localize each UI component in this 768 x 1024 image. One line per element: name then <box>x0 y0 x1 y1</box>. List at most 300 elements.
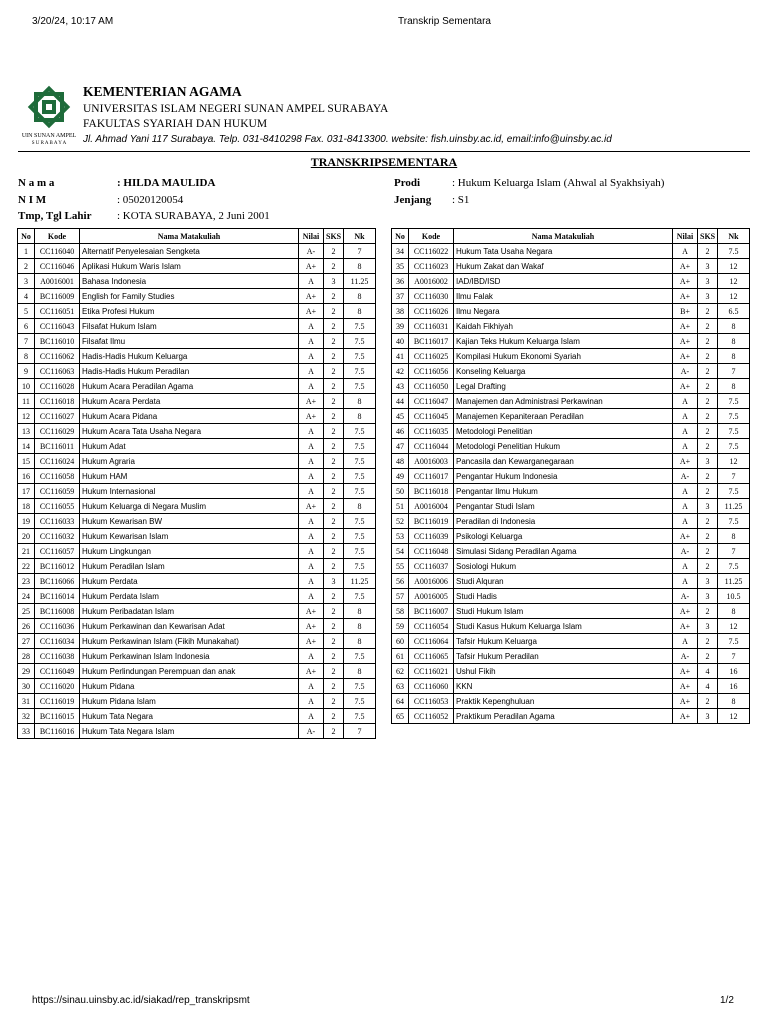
course-credits: 2 <box>324 559 344 574</box>
course-no: 41 <box>392 349 409 364</box>
nim-label: N I M <box>18 194 47 206</box>
course-weight: 8 <box>718 694 750 709</box>
course-no: 2 <box>18 259 35 274</box>
table-row <box>392 244 750 259</box>
course-grade: A+ <box>299 259 324 274</box>
table-row <box>392 529 750 544</box>
col-kode: Kode <box>35 229 80 244</box>
table-row <box>392 649 750 664</box>
course-credits: 2 <box>324 709 344 724</box>
table-row <box>18 334 376 349</box>
table-row <box>392 379 750 394</box>
course-name: Filsafat Ilmu <box>80 334 299 349</box>
course-name: Praktikum Peradilan Agama <box>454 709 673 724</box>
course-name: Hukum Pidana Islam <box>80 694 299 709</box>
course-code: BC116008 <box>35 604 80 619</box>
grades-body-right <box>392 244 750 724</box>
course-credits: 2 <box>324 664 344 679</box>
course-credits: 2 <box>698 424 718 439</box>
course-credits: 2 <box>698 244 718 259</box>
course-grade: A <box>299 349 324 364</box>
course-weight: 8 <box>718 319 750 334</box>
table-row <box>18 304 376 319</box>
table-row <box>392 289 750 304</box>
course-code: CC116036 <box>35 619 80 634</box>
course-name: Hukum Perkawinan Islam Indonesia <box>80 649 299 664</box>
course-code: CC116028 <box>35 379 80 394</box>
course-credits: 2 <box>324 694 344 709</box>
table-row <box>18 439 376 454</box>
course-no: 62 <box>392 664 409 679</box>
course-name: Hukum Acara Peradilan Agama <box>80 379 299 394</box>
course-name: Hukum Tata Negara Islam <box>80 724 299 739</box>
course-code: CC116037 <box>409 559 454 574</box>
course-credits: 2 <box>698 604 718 619</box>
course-credits: 2 <box>698 349 718 364</box>
table-row <box>18 694 376 709</box>
table-row <box>392 574 750 589</box>
course-name: Hukum Lingkungan <box>80 544 299 559</box>
course-code: CC116025 <box>409 349 454 364</box>
course-code: CC116022 <box>409 244 454 259</box>
course-code: BC116015 <box>35 709 80 724</box>
course-name: Hukum Tata Negara <box>80 709 299 724</box>
course-weight: 7.5 <box>344 694 376 709</box>
course-credits: 2 <box>324 529 344 544</box>
course-weight: 7.5 <box>344 679 376 694</box>
course-grade: A+ <box>299 409 324 424</box>
course-no: 61 <box>392 649 409 664</box>
name-label: N a m a <box>18 177 55 189</box>
table-row <box>18 289 376 304</box>
course-no: 39 <box>392 319 409 334</box>
course-code: CC116018 <box>35 394 80 409</box>
course-credits: 2 <box>324 469 344 484</box>
course-no: 55 <box>392 559 409 574</box>
grades-body-left <box>18 244 376 739</box>
course-weight: 7.5 <box>718 559 750 574</box>
course-grade: A+ <box>673 349 698 364</box>
course-code: CC116039 <box>409 529 454 544</box>
course-credits: 2 <box>698 649 718 664</box>
table-row <box>18 499 376 514</box>
course-name: Peradilan di Indonesia <box>454 514 673 529</box>
course-name: English for Family Studies <box>80 289 299 304</box>
course-credits: 2 <box>698 394 718 409</box>
table-row <box>18 709 376 724</box>
table-row <box>18 619 376 634</box>
print-page-title: Transkrip Sementara <box>398 16 491 27</box>
course-name: Studi Kasus Hukum Keluarga Islam <box>454 619 673 634</box>
course-code: A0016003 <box>409 454 454 469</box>
student-prodi: : Hukum Keluarga Islam (Ahwal al Syakhsiyah) <box>452 177 665 189</box>
course-credits: 3 <box>324 574 344 589</box>
course-credits: 2 <box>324 289 344 304</box>
course-weight: 8 <box>718 529 750 544</box>
course-code: CC116030 <box>409 289 454 304</box>
course-name: Hukum Acara Pidana <box>80 409 299 424</box>
course-grade: A <box>299 334 324 349</box>
course-name: Studi Hukum Islam <box>454 604 673 619</box>
col-nama: Nama Matakuliah <box>80 229 299 244</box>
course-code: CC116043 <box>35 319 80 334</box>
course-name: Hukum Acara Perdata <box>80 394 299 409</box>
course-grade: A <box>299 454 324 469</box>
student-name: : HILDA MAULIDA <box>117 177 216 189</box>
table-row <box>392 709 750 724</box>
course-credits: 2 <box>324 484 344 499</box>
course-grade: A <box>673 574 698 589</box>
course-credits: 3 <box>698 274 718 289</box>
course-grade: A <box>673 409 698 424</box>
course-code: CC116057 <box>35 544 80 559</box>
course-grade: A <box>299 574 324 589</box>
course-grade: A- <box>673 364 698 379</box>
course-code: CC116048 <box>409 544 454 559</box>
course-code: CC116050 <box>409 379 454 394</box>
course-code: CC116065 <box>409 649 454 664</box>
ministry-name: KEMENTERIAN AGAMA <box>83 84 242 99</box>
course-code: CC116064 <box>409 634 454 649</box>
course-name: Hukum Perlindungan Perempuan dan anak <box>80 664 299 679</box>
course-grade: A+ <box>673 334 698 349</box>
course-code: CC116031 <box>409 319 454 334</box>
course-credits: 2 <box>324 319 344 334</box>
course-grade: A- <box>673 544 698 559</box>
course-weight: 8 <box>718 334 750 349</box>
course-grade: A <box>299 649 324 664</box>
course-name: Legal Drafting <box>454 379 673 394</box>
table-row <box>18 454 376 469</box>
col-no: No <box>392 229 409 244</box>
course-grade: A- <box>673 589 698 604</box>
course-code: A0016004 <box>409 499 454 514</box>
course-weight: 7 <box>718 469 750 484</box>
course-no: 17 <box>18 484 35 499</box>
course-credits: 3 <box>698 709 718 724</box>
course-code: CC116045 <box>409 409 454 424</box>
course-grade: A <box>299 679 324 694</box>
course-weight: 12 <box>718 619 750 634</box>
course-name: KKN <box>454 679 673 694</box>
table-row <box>392 469 750 484</box>
course-name: Hukum Kewarisan Islam <box>80 529 299 544</box>
faculty-name: FAKULTAS SYARIAH DAN HUKUM <box>83 118 268 130</box>
course-name: Hukum Peradilan Islam <box>80 559 299 574</box>
course-credits: 2 <box>698 559 718 574</box>
course-code: CC116044 <box>409 439 454 454</box>
header-divider <box>18 151 750 152</box>
course-no: 3 <box>18 274 35 289</box>
course-no: 18 <box>18 499 35 514</box>
course-weight: 7.5 <box>718 394 750 409</box>
course-no: 46 <box>392 424 409 439</box>
student-nim: : 05020120054 <box>117 194 184 206</box>
course-weight: 12 <box>718 259 750 274</box>
course-grade: A <box>299 469 324 484</box>
table-row <box>18 259 376 274</box>
course-weight: 7.5 <box>344 439 376 454</box>
course-weight: 11.25 <box>718 574 750 589</box>
course-credits: 2 <box>698 439 718 454</box>
table-row <box>18 589 376 604</box>
table-row <box>392 409 750 424</box>
course-name: Hukum Acara Tata Usaha Negara <box>80 424 299 439</box>
course-no: 9 <box>18 364 35 379</box>
course-grade: A+ <box>673 619 698 634</box>
table-row <box>18 544 376 559</box>
table-row <box>392 259 750 274</box>
table-row <box>18 604 376 619</box>
col-nama: Nama Matakuliah <box>454 229 673 244</box>
course-grade: A+ <box>299 394 324 409</box>
course-no: 33 <box>18 724 35 739</box>
course-no: 20 <box>18 529 35 544</box>
table-row <box>392 394 750 409</box>
course-code: CC116058 <box>35 469 80 484</box>
course-code: CC116023 <box>409 259 454 274</box>
course-no: 6 <box>18 319 35 334</box>
course-grade: A <box>673 484 698 499</box>
col-kode: Kode <box>409 229 454 244</box>
course-weight: 7 <box>718 649 750 664</box>
col-sks: SKS <box>698 229 718 244</box>
course-code: CC116049 <box>35 664 80 679</box>
course-grade: A+ <box>673 319 698 334</box>
course-weight: 12 <box>718 709 750 724</box>
course-weight: 8 <box>344 289 376 304</box>
course-weight: 10.5 <box>718 589 750 604</box>
course-no: 43 <box>392 379 409 394</box>
course-grade: A+ <box>673 709 698 724</box>
table-row <box>18 574 376 589</box>
course-grade: A+ <box>673 694 698 709</box>
course-weight: 7.5 <box>344 469 376 484</box>
course-name: Alternatif Penyelesaian Sengketa <box>80 244 299 259</box>
course-code: BC116017 <box>409 334 454 349</box>
course-code: CC116052 <box>409 709 454 724</box>
table-row <box>392 499 750 514</box>
course-code: CC116054 <box>409 619 454 634</box>
course-code: CC116019 <box>35 694 80 709</box>
course-grade: B+ <box>673 304 698 319</box>
course-credits: 2 <box>698 334 718 349</box>
table-row <box>18 469 376 484</box>
course-code: CC116020 <box>35 679 80 694</box>
course-credits: 2 <box>698 304 718 319</box>
course-code: BC116011 <box>35 439 80 454</box>
course-code: CC116021 <box>409 664 454 679</box>
course-code: CC116035 <box>409 424 454 439</box>
course-code: BC116009 <box>35 289 80 304</box>
course-code: BC116014 <box>35 589 80 604</box>
course-name: Psikologi Keluarga <box>454 529 673 544</box>
course-name: Hukum Internasional <box>80 484 299 499</box>
course-credits: 2 <box>324 244 344 259</box>
course-no: 16 <box>18 469 35 484</box>
course-no: 25 <box>18 604 35 619</box>
course-name: Simulasi Sidang Peradilan Agama <box>454 544 673 559</box>
course-no: 30 <box>18 679 35 694</box>
table-row <box>18 319 376 334</box>
course-weight: 7 <box>718 544 750 559</box>
course-code: BC116018 <box>409 484 454 499</box>
table-row <box>392 424 750 439</box>
table-row <box>392 544 750 559</box>
table-row <box>18 349 376 364</box>
course-code: BC116010 <box>35 334 80 349</box>
course-code: A0016002 <box>409 274 454 289</box>
course-weight: 7.5 <box>344 514 376 529</box>
jenjang-label: Jenjang <box>394 194 432 206</box>
course-no: 5 <box>18 304 35 319</box>
table-row <box>392 514 750 529</box>
course-no: 51 <box>392 499 409 514</box>
course-credits: 2 <box>698 514 718 529</box>
table-row <box>392 664 750 679</box>
table-row <box>18 514 376 529</box>
course-grade: A <box>299 544 324 559</box>
table-row <box>18 484 376 499</box>
col-no: No <box>18 229 35 244</box>
course-weight: 7 <box>718 364 750 379</box>
course-no: 48 <box>392 454 409 469</box>
course-grade: A+ <box>673 454 698 469</box>
course-no: 59 <box>392 619 409 634</box>
course-credits: 2 <box>698 484 718 499</box>
course-credits: 2 <box>698 529 718 544</box>
course-code: CC116055 <box>35 499 80 514</box>
course-weight: 7.5 <box>344 559 376 574</box>
table-row <box>392 484 750 499</box>
course-credits: 2 <box>324 679 344 694</box>
course-weight: 7.5 <box>718 514 750 529</box>
course-weight: 7 <box>344 724 376 739</box>
logo-text-line2: S U R A B A Y A <box>31 141 67 146</box>
table-row <box>392 364 750 379</box>
course-credits: 2 <box>324 394 344 409</box>
course-code: CC116027 <box>35 409 80 424</box>
course-weight: 8 <box>344 259 376 274</box>
course-code: BC116012 <box>35 559 80 574</box>
course-name: Hukum Pidana <box>80 679 299 694</box>
course-weight: 7.5 <box>718 244 750 259</box>
course-credits: 3 <box>698 259 718 274</box>
course-no: 19 <box>18 514 35 529</box>
course-name: Hukum Perdata <box>80 574 299 589</box>
course-weight: 8 <box>344 664 376 679</box>
course-credits: 2 <box>324 589 344 604</box>
course-grade: A <box>299 514 324 529</box>
course-no: 32 <box>18 709 35 724</box>
table-row <box>18 409 376 424</box>
table-row <box>392 304 750 319</box>
course-grade: A+ <box>673 679 698 694</box>
prodi-label: Prodi <box>394 177 421 189</box>
course-code: A0016001 <box>35 274 80 289</box>
course-name: Pancasila dan Kewarganegaraan <box>454 454 673 469</box>
course-credits: 2 <box>324 649 344 664</box>
table-row <box>392 634 750 649</box>
course-grade: A <box>299 484 324 499</box>
col-sks: SKS <box>324 229 344 244</box>
course-code: CC116056 <box>409 364 454 379</box>
course-no: 57 <box>392 589 409 604</box>
course-no: 23 <box>18 574 35 589</box>
course-weight: 7.5 <box>344 544 376 559</box>
table-row <box>18 394 376 409</box>
table-row <box>392 619 750 634</box>
course-code: A0016006 <box>409 574 454 589</box>
course-weight: 8 <box>344 604 376 619</box>
course-name: Ilmu Falak <box>454 289 673 304</box>
footer-url[interactable]: https://sinau.uinsby.ac.id/siakad/rep_transkripsmt <box>32 995 250 1006</box>
course-weight: 8 <box>344 499 376 514</box>
print-datetime: 3/20/24, 10:17 AM <box>32 16 114 27</box>
course-name: Pengantar Studi Islam <box>454 499 673 514</box>
university-name: UNIVERSITAS ISLAM NEGERI SUNAN AMPEL SURABAYA <box>83 103 389 115</box>
course-name: Filsafat Hukum Islam <box>80 319 299 334</box>
course-grade: A+ <box>299 664 324 679</box>
course-credits: 3 <box>698 454 718 469</box>
course-weight: 8 <box>718 604 750 619</box>
course-code: BC116019 <box>409 514 454 529</box>
course-credits: 2 <box>324 349 344 364</box>
course-no: 53 <box>392 529 409 544</box>
course-weight: 7.5 <box>344 319 376 334</box>
course-grade: A+ <box>673 529 698 544</box>
course-code: CC116063 <box>35 364 80 379</box>
course-grade: A+ <box>673 664 698 679</box>
course-grade: A <box>299 439 324 454</box>
table-row <box>18 679 376 694</box>
course-no: 8 <box>18 349 35 364</box>
course-no: 14 <box>18 439 35 454</box>
course-grade: A+ <box>673 289 698 304</box>
course-credits: 3 <box>698 574 718 589</box>
course-no: 27 <box>18 634 35 649</box>
course-grade: A+ <box>299 499 324 514</box>
course-name: Hadis-Hadis Hukum Keluarga <box>80 349 299 364</box>
table-row <box>392 319 750 334</box>
course-credits: 2 <box>324 379 344 394</box>
grades-table-left <box>17 228 376 739</box>
table-row <box>392 349 750 364</box>
course-weight: 11.25 <box>344 274 376 289</box>
course-grade: A <box>299 559 324 574</box>
table-row <box>392 454 750 469</box>
course-grade: A- <box>299 244 324 259</box>
course-weight: 12 <box>718 274 750 289</box>
course-grade: A+ <box>299 304 324 319</box>
course-grade: A <box>299 424 324 439</box>
course-name: Pengantar Hukum Indonesia <box>454 469 673 484</box>
course-name: Pengantar Ilmu Hukum <box>454 484 673 499</box>
course-no: 64 <box>392 694 409 709</box>
student-birth: : KOTA SURABAYA, 2 Juni 2001 <box>117 210 270 222</box>
course-no: 29 <box>18 664 35 679</box>
course-no: 54 <box>392 544 409 559</box>
course-credits: 2 <box>324 724 344 739</box>
course-weight: 7.5 <box>344 424 376 439</box>
course-name: Hukum Peribadatan Islam <box>80 604 299 619</box>
course-credits: 2 <box>324 424 344 439</box>
course-weight: 12 <box>718 454 750 469</box>
course-code: CC116029 <box>35 424 80 439</box>
course-credits: 3 <box>698 619 718 634</box>
course-weight: 12 <box>718 289 750 304</box>
course-name: Hukum Perdata Islam <box>80 589 299 604</box>
